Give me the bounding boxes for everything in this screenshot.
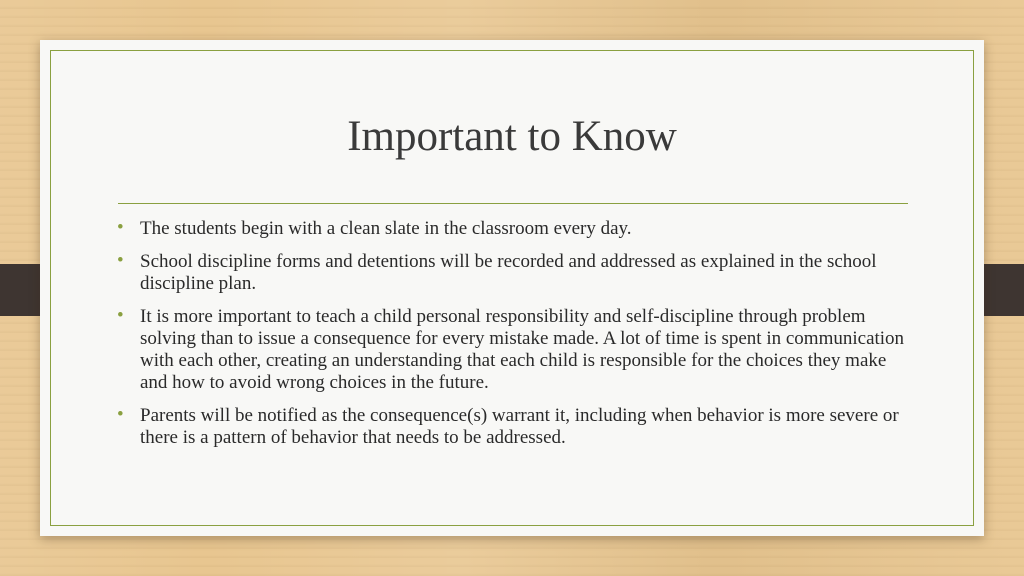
- bullet-dot-icon: •: [117, 250, 124, 271]
- slide-card: [40, 40, 984, 536]
- title-divider: [118, 203, 908, 204]
- bullet-item: [117, 217, 915, 240]
- bullet-text: It is more important to teach a child personal responsibility and self-discipline through problem solving than to issue a consequence for every mistake made. A lot of time is spent in communication with each other, creating an understanding that each child is responsible for the choices they make and how to avoid wrong choices in the future.: [140, 306, 905, 393]
- bullet-dot-icon: •: [117, 305, 124, 326]
- slide-title: Important to Know: [347, 113, 677, 160]
- bullet-list: [117, 217, 915, 460]
- bullet-text: The students begin with a clean slate in the classroom every day.: [140, 218, 632, 239]
- bullet-dot-icon: •: [117, 217, 124, 238]
- bullet-item: [117, 404, 915, 449]
- bullet-dot-icon: •: [117, 404, 124, 425]
- bullet-item: [117, 250, 915, 295]
- bullet-text: School discipline forms and detentions will be recorded and addressed as explained in the school discipline plan.: [140, 251, 877, 294]
- bullet-item: [117, 305, 915, 394]
- bullet-text: Parents will be notified as the consequence(s) warrant it, including when behavior is more severe or there is a pattern of behavior that needs to be addressed.: [140, 405, 899, 448]
